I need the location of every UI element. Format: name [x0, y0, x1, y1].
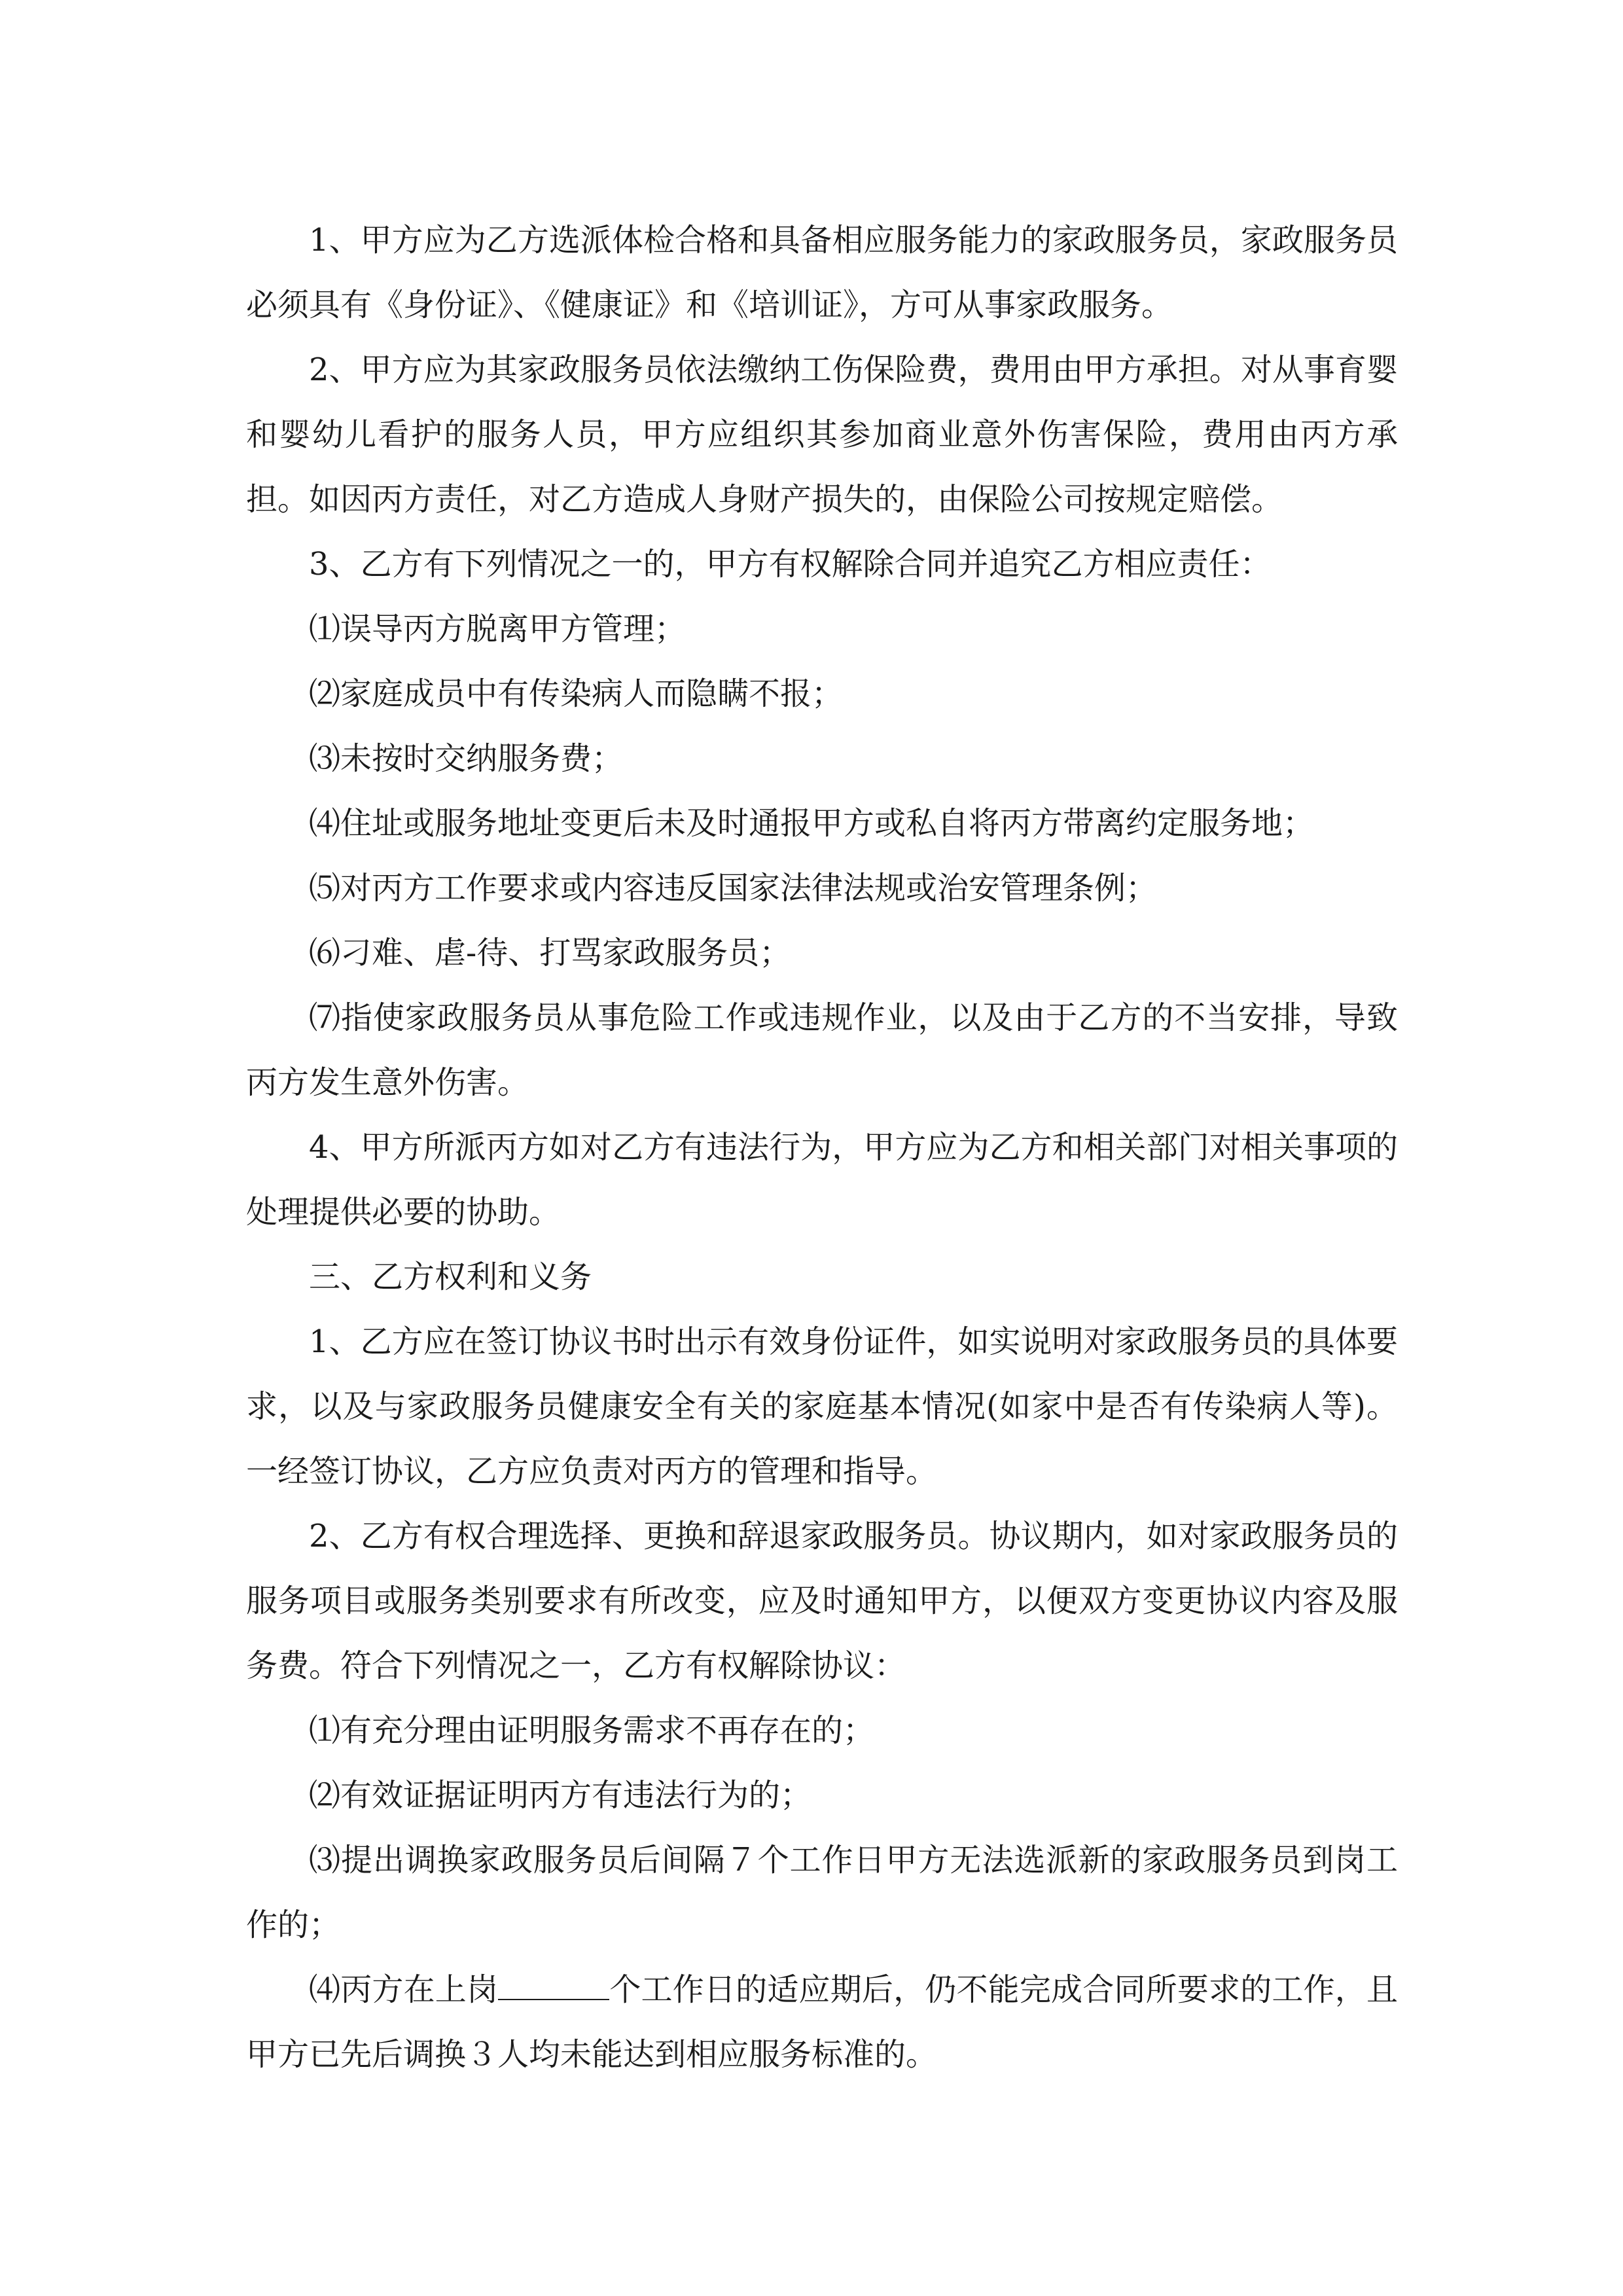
- paragraph: 1、甲方应为乙方选派体检合格和具备相应服务能力的家政服务员，家政服务员必须具有《身份证》、《健康证》和《培训证》，方可从事家政服务。: [246, 222, 1398, 323]
- list-item: ⑷住址或服务地址变更后未及时通报甲方或私自将丙方带离约定服务地；: [309, 805, 1315, 842]
- list-item-text-before: ⑷丙方在上岗: [309, 1971, 499, 2008]
- list-item-text-after: 个工作日的适应期后，仍不能完成合同所要求的工作，且甲方已先后调换３人均未能达到相应服务标准的。: [246, 1971, 1398, 2073]
- list-item: ⑺指使家政服务员从事危险工作或违规作业，以及由于乙方的不当安排，导致丙方发生意外伤害。: [246, 999, 1398, 1101]
- section-heading: 三、乙方权利和义务: [309, 1259, 592, 1295]
- list-item: ⑴误导丙方脱离甲方管理；: [309, 611, 687, 647]
- paragraph: 1、乙方应在签订协议书时出示有效身份证件，如实说明对家政服务员的具体要求，以及与家政服务员健康安全有关的家庭基本情况(如家中是否有传染病人等)。一经签订协议，乙方应负责对丙方的管理和指导。: [246, 1323, 1398, 1490]
- paragraph: 3、乙方有下列情况之一的，甲方有权解除合同并追究乙方相应责任：: [309, 546, 1272, 583]
- list-item: ⑵有效证据证明丙方有违法行为的；: [309, 1777, 812, 1814]
- list-item: [246, 1958, 1398, 2087]
- list-item: ⑶提出调换家政服务员后间隔７个工作日甲方无法选派新的家政服务员到岗工作的；: [246, 1842, 1398, 1943]
- list-item: ⑸对丙方工作要求或内容违反国家法律法规或治安管理条例；: [309, 870, 1158, 906]
- list-item: ⑴有充分理由证明服务需求不再存在的；: [309, 1712, 875, 1749]
- paragraph: 4、甲方所派丙方如对乙方有违法行为，甲方应为乙方和相关部门对相关事项的处理提供必要的协助。: [246, 1129, 1398, 1230]
- fill-in-blank[interactable]: [498, 1974, 609, 2000]
- paragraph: 2、乙方有权合理选择、更换和辞退家政服务员。协议期内，如对家政服务员的服务项目或服务类别要求有所改变，应及时通知甲方，以便双方变更协议内容及服务费。符合下列情况之一，乙方有权解除协议：: [246, 1518, 1398, 1684]
- list-item: ⑵家庭成员中有传染病人而隐瞒不报；: [309, 675, 844, 712]
- paragraph: 2、甲方应为其家政服务员依法缴纳工伤保险费，费用由甲方承担。对从事育婴和婴幼儿看护的服务人员，甲方应组织其参加商业意外伤害保险，费用由丙方承担。如因丙方责任，对乙方造成人身财产损失的，由保险公司按规定赔偿。: [246, 351, 1398, 518]
- list-item: ⑹刁难、虐-待、打骂家政服务员；: [309, 935, 791, 971]
- list-item: ⑶未按时交纳服务费；: [309, 740, 624, 777]
- document-page: [246, 208, 1398, 2087]
